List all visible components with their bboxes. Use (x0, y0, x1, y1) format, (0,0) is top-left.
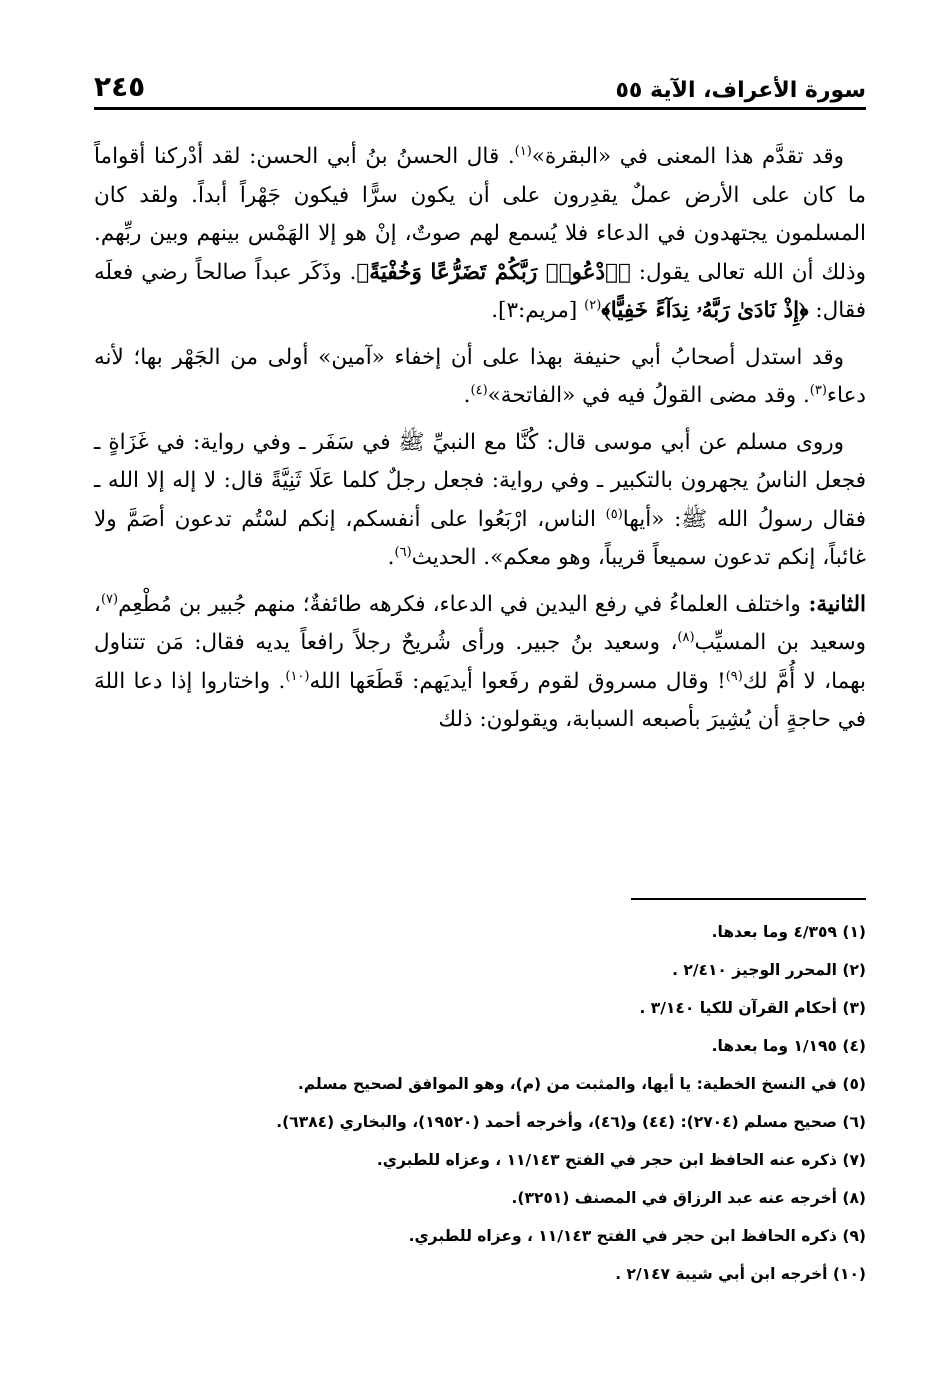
paragraph-1 (94, 138, 866, 331)
footnote-ref-1: (١) (514, 143, 532, 159)
text-span: ! وقال مسروق لقوم رفَعوا أيديَهم: قَطَعَها الله (309, 668, 726, 694)
text-span: واختلف العلماءُ في رفع اليدين في الدعاء، فكرهه طائفةٌ؛ منهم جُبير بن مُطْعِم (118, 591, 801, 617)
text-span: . واختاروا إذا دعا اللهَ في حاجةٍ أن يُشِيرَ بأصبعه السبابة، ويقولون: ذلك (94, 668, 866, 732)
quran-verse: ﴿ٱدْعُوا۟ رَبَّكُمْ تَضَرُّعًا وَخُفْيَةً﴾ (356, 259, 631, 285)
text-span: ، وسعيد بن المسيِّب (94, 591, 866, 655)
section-lead: الثانية: (800, 591, 866, 617)
footnote-3: (٣) أحكام القرآن للكيا ٣/١٤٠ . (639, 999, 866, 1017)
footnote-1: (١) ٤/٣٥٩ وما بعدها. (711, 923, 866, 941)
quran-verse: ﴿إِذْ نَادَىٰ رَبَّهُۥ نِدَآءً خَفِيًّا﴾ (601, 298, 809, 323)
footnote-5: (٥) في النسخ الخطية: يا أيها، والمثبت من (م)، وهو الموافق لصحيح مسلم. (297, 1075, 866, 1093)
footnotes (76, 922, 866, 1302)
surah-title: سورة الأعراف، الآية ٥٥ (615, 78, 866, 103)
footnote-4: (٤) ١/١٩٥ وما بعدها. (711, 1037, 866, 1055)
footnote-2: (٢) المحرر الوجيز ٢/٤١٠ . (672, 961, 866, 979)
footnote-7: (٧) ذكره عنه الحافظ ابن حجر في الفتح ١١/١٤٣ ، وعزاه للطبري. (376, 1151, 866, 1169)
text-span: . (463, 383, 471, 408)
footnote-ref-8: (٨) (677, 629, 695, 645)
footnote-ref-9: (٩) (725, 668, 743, 684)
main-text (94, 138, 866, 748)
paragraph-4 (94, 586, 866, 740)
footnote-ref-5: (٥) (605, 506, 623, 522)
text-span: . وقد مضى القولُ فيه في «الفاتحة» (487, 383, 810, 408)
paragraph-2 (94, 339, 866, 416)
page-number: ٢٤٥ (94, 70, 146, 103)
footnote-ref-3: (٣) (809, 382, 827, 398)
paragraph-3 (94, 424, 866, 578)
footnote-10: (١٠) أخرجه ابن أبي شيبة ٢/١٤٧ . (615, 1265, 866, 1283)
footnote-ref-2: (٢) (584, 297, 602, 313)
footnote-ref-10: (١٠) (285, 668, 310, 684)
footnote-ref-7: (٧) (100, 591, 119, 607)
text-span: . (387, 545, 395, 570)
text-span: . قال الحسنُ بنُ أبي الحسن: لقد أدْركنا أقواماً ما كان على الأرض عملٌ يقدِرون على أن يكون سرًّا فيكون جَهْراً أبداً. ولقد كان المسلمون يجتهدون في الدعاء فلا يُسمع لهم صوتٌ، إنْ هو إلا الهَمْس بينهم وبين ربِّهم. وذلك أن الله تعالى يقول: (94, 144, 866, 285)
text-span: . وذَكَر عبداً صالحاً رضي فعلَه فقال: (94, 259, 866, 323)
footnote-ref-6: (٦) (394, 544, 412, 560)
text-span: وقد تقدَّم هذا المعنى في «البقرة» (531, 144, 844, 169)
text-span: [مريم:٣]. (491, 298, 585, 323)
text-span: وروى مسلم عن أبي موسى قال: كُنَّا مع النبيِّ ﷺ في سَفَر ـ وفي رواية: في غَزَاةٍ ـ فجعل الناسُ يجهرون بالتكبير ـ وفي رواية: فجعل رجلٌ كلما عَلَا ثَنِيَّةً قال: لا إله إلا الله ـ فقال رسولُ الله ﷺ: «أيها (94, 429, 866, 532)
footnote-9: (٩) ذكره الحافظ ابن حجر في الفتح ١١/١٤٣ ، وعزاه للطبري. (408, 1227, 866, 1245)
page-header (94, 62, 866, 110)
footnote-8: (٨) أخرجه عنه عبد الرزاق في المصنف (٣٢٥١). (511, 1189, 866, 1207)
text-span: وقد استدل أصحابُ أبي حنيفة بهذا على أن إخفاء «آمين» أولى من الجَهْر بها؛ لأنه دعاء (94, 344, 866, 408)
footnote-separator (631, 898, 866, 900)
footnote-6: (٦) صحيح مسلم (٢٧٠٤): (٤٤) و(٤٦)، وأخرجه أحمد (١٩٥٢٠)، والبخاري (٦٣٨٤). (276, 1113, 866, 1131)
text-span: الناس، ارْبَعُوا على أنفسكم، إنكم لسْتُم تدعون أصَمَّ ولا غائباً، إنكم تدعون سميعاً قريباً، وهو معكم». الحديث (94, 506, 866, 570)
footnote-ref-4: (٤) (470, 382, 488, 398)
text-span: ، وسعيد بنُ جبير. ورأى شُريحٌ رجلاً رافعاً يديه فقال: مَن تتناول بهما، لا أُمَّ لك (94, 630, 866, 694)
